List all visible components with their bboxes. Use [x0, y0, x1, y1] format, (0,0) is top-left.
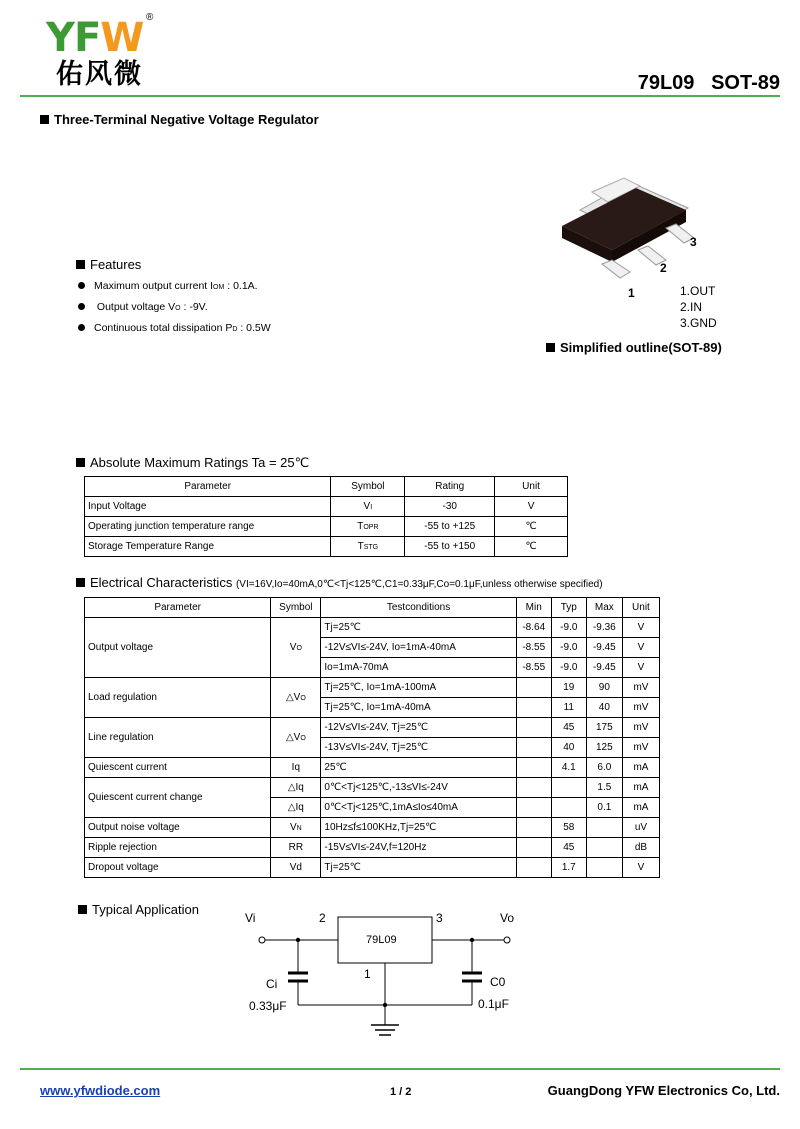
typ-cell: 1.7 [551, 858, 586, 878]
testcondition-cell: 10Hz≤f≤100KHz,Tj=25℃ [321, 818, 516, 838]
max-cell: -9.45 [586, 638, 622, 658]
table-row [85, 497, 568, 517]
column-header: Rating [405, 477, 495, 497]
bullet-square-icon [40, 115, 49, 124]
bullet-square-icon [78, 905, 87, 914]
table-row [85, 618, 660, 638]
symbol-cell: Vd [271, 858, 321, 878]
unit-cell: mA [622, 758, 659, 778]
unit-cell: dB [622, 838, 659, 858]
max-cell [586, 858, 622, 878]
table-row [85, 718, 660, 738]
footer-divider [20, 1068, 780, 1070]
max-cell: 40 [586, 698, 622, 718]
column-header: Min [516, 598, 551, 618]
package-caption: Simplified outline(SOT-89) [546, 340, 722, 355]
symbol-cell: VO [271, 618, 321, 678]
min-cell [516, 718, 551, 738]
symbol-cell: △Iq [271, 798, 321, 818]
typ-cell [551, 798, 586, 818]
min-cell: -8.55 [516, 638, 551, 658]
abs-max-table [84, 476, 568, 557]
table-row [85, 858, 660, 878]
brand-logo [42, 10, 172, 96]
features-heading: Features [76, 257, 141, 272]
min-cell: -8.55 [516, 658, 551, 678]
circuit-pin-label: 3 [436, 911, 443, 925]
unit-cell: mV [622, 718, 659, 738]
circuit-vo-label: Vo [500, 911, 515, 925]
typ-cell: 45 [551, 718, 586, 738]
unit-cell: V [622, 858, 659, 878]
parameter-cell: Ripple rejection [85, 838, 271, 858]
symbol-cell: △Iq [271, 778, 321, 798]
elec-heading: Electrical Characteristics (VI=16V,Io=40mA,0℃<Tj<125℃,C1=0.33μF,Co=0.1μF,unless otherwise specified) [76, 575, 603, 590]
symbol-cell: VI [331, 497, 405, 517]
bullet-dot-icon [78, 282, 85, 289]
max-cell: -9.45 [586, 658, 622, 678]
typ-cell: 11 [551, 698, 586, 718]
unit-cell: mA [622, 778, 659, 798]
testcondition-cell: -12V≤VI≤-24V, Tj=25℃ [321, 718, 516, 738]
typ-cell: 45 [551, 838, 586, 858]
symbol-cell: VN [271, 818, 321, 838]
column-header: Parameter [85, 477, 331, 497]
column-header: Max [586, 598, 622, 618]
pin-number: 2 [660, 261, 667, 275]
testcondition-cell: 25℃ [321, 758, 516, 778]
unit-cell: ℃ [495, 537, 568, 557]
feature-item: Continuous total dissipation PD : 0.5W [78, 322, 271, 334]
column-header: Parameter [85, 598, 271, 618]
table-row [85, 517, 568, 537]
table-row [85, 818, 660, 838]
testcondition-cell: 0℃<Tj<125℃,1mA≤Io≤40mA [321, 798, 516, 818]
unit-cell: mV [622, 678, 659, 698]
testcondition-cell: -13V≤VI≤-24V, Tj=25℃ [321, 738, 516, 758]
circuit-ci-label: Ci [266, 977, 278, 991]
min-cell [516, 778, 551, 798]
bullet-square-icon [76, 578, 85, 587]
circuit-co-label: C0 [490, 975, 506, 989]
logo-letter-y: Y [46, 15, 74, 61]
parameter-cell: Output noise voltage [85, 818, 271, 838]
min-cell [516, 678, 551, 698]
rating-cell: -55 to +150 [405, 537, 495, 557]
elec-table [84, 597, 660, 878]
circuit-ci-value: 0.33μF [249, 999, 287, 1013]
typ-cell: 40 [551, 738, 586, 758]
parameter-cell: Operating junction temperature range [85, 517, 331, 537]
rating-cell: -30 [405, 497, 495, 517]
min-cell [516, 858, 551, 878]
testcondition-cell: Tj=25℃, Io=1mA-100mA [321, 678, 516, 698]
min-cell [516, 698, 551, 718]
typ-cell: 4.1 [551, 758, 586, 778]
application-circuit-diagram [240, 905, 530, 1045]
unit-cell: ℃ [495, 517, 568, 537]
typ-cell: 19 [551, 678, 586, 698]
max-cell [586, 838, 622, 858]
unit-cell: mA [622, 798, 659, 818]
min-cell [516, 838, 551, 858]
min-cell [516, 738, 551, 758]
max-cell: 90 [586, 678, 622, 698]
column-header: Symbol [331, 477, 405, 497]
parameter-cell: Quiescent current [85, 758, 271, 778]
testcondition-cell: Tj=25℃, Io=1mA-40mA [321, 698, 516, 718]
parameter-cell: Line regulation [85, 718, 271, 758]
unit-cell: V [622, 658, 659, 678]
symbol-cell: △VO [271, 718, 321, 758]
bullet-square-icon [76, 458, 85, 467]
min-cell [516, 758, 551, 778]
testcondition-cell: Tj=25℃ [321, 858, 516, 878]
pin-label: 2.IN [680, 300, 703, 314]
unit-cell: V [622, 618, 659, 638]
table-row [85, 537, 568, 557]
logo-chinese: 佑风微 [56, 59, 143, 90]
column-header: Symbol [271, 598, 321, 618]
table-row [85, 778, 660, 798]
device-title: Three-Terminal Negative Voltage Regulator [40, 112, 319, 127]
column-header: Unit [622, 598, 659, 618]
max-cell: 1.5 [586, 778, 622, 798]
table-row [85, 678, 660, 698]
parameter-cell: Quiescent current change [85, 778, 271, 818]
page-title: 79L09 SOT-89 [637, 72, 780, 94]
unit-cell: uV [622, 818, 659, 838]
min-cell: -8.64 [516, 618, 551, 638]
pin-label: 3.GND [680, 316, 717, 330]
symbol-cell: △VO [271, 678, 321, 718]
website-link[interactable]: www.yfwdiode.com [40, 1083, 161, 1098]
min-cell [516, 798, 551, 818]
symbol-cell: TOPR [331, 517, 405, 537]
circuit-chip-label: 79L09 [366, 934, 397, 946]
logo-letter-f: F [73, 15, 101, 61]
max-cell: 125 [586, 738, 622, 758]
column-header: Typ [551, 598, 586, 618]
symbol-cell: Iq [271, 758, 321, 778]
logo-letter-w: W [100, 15, 144, 61]
pin-number: 1 [628, 286, 635, 300]
circuit-pin-label: 2 [319, 911, 326, 925]
testcondition-cell: -15V≤VI≤-24V,f=120Hz [321, 838, 516, 858]
parameter-cell: Load regulation [85, 678, 271, 718]
table-header-row [85, 598, 660, 618]
symbol-cell: RR [271, 838, 321, 858]
max-cell [586, 818, 622, 838]
typ-cell: -9.0 [551, 658, 586, 678]
min-cell [516, 818, 551, 838]
typ-cell: -9.0 [551, 638, 586, 658]
symbol-cell: TSTG [331, 537, 405, 557]
circuit-pin-label: 1 [364, 967, 371, 981]
unit-cell: mV [622, 698, 659, 718]
circuit-vi-label: Vi [245, 911, 256, 925]
max-cell: -9.36 [586, 618, 622, 638]
bullet-square-icon [76, 260, 85, 269]
testcondition-cell: 0℃<Tj<125℃,-13≤VI≤-24V [321, 778, 516, 798]
typ-cell: 58 [551, 818, 586, 838]
abs-max-heading: Absolute Maximum Ratings Ta = 25℃ [76, 455, 309, 471]
parameter-cell: Dropout voltage [85, 858, 271, 878]
max-cell: 6.0 [586, 758, 622, 778]
table-row [85, 838, 660, 858]
typ-cell [551, 778, 586, 798]
circuit-co-value: 0.1μF [478, 997, 509, 1011]
pin-label: 1.OUT [680, 284, 716, 298]
column-header: Testconditions [321, 598, 516, 618]
bullet-square-icon [546, 343, 555, 352]
feature-item: Output voltage VO : -9V. [78, 301, 208, 313]
column-header: Unit [495, 477, 568, 497]
bullet-dot-icon [78, 303, 85, 310]
max-cell: 175 [586, 718, 622, 738]
unit-cell: mV [622, 738, 659, 758]
pin-number: 3 [690, 235, 697, 249]
bullet-dot-icon [78, 324, 85, 331]
parameter-cell: Input Voltage [85, 497, 331, 517]
testcondition-cell: Tj=25℃ [321, 618, 516, 638]
table-row [85, 758, 660, 778]
unit-cell: V [495, 497, 568, 517]
registered-mark: ® [146, 12, 154, 23]
table-header-row [85, 477, 568, 497]
header-divider [20, 95, 780, 97]
unit-cell: V [622, 638, 659, 658]
max-cell: 0.1 [586, 798, 622, 818]
page-number: 1 / 2 [390, 1086, 412, 1098]
elec-conditions: (VI=16V,Io=40mA,0℃<Tj<125℃,C1=0.33μF,Co=0.1μF,unless otherwise specified) [235, 579, 603, 590]
parameter-cell: Storage Temperature Range [85, 537, 331, 557]
company-name: GuangDong YFW Electronics Co, Ltd. [547, 1083, 780, 1098]
parameter-cell: Output voltage [85, 618, 271, 678]
testcondition-cell: -12V≤VI≤-24V, Io=1mA-40mA [321, 638, 516, 658]
rating-cell: -55 to +125 [405, 517, 495, 537]
typ-cell: -9.0 [551, 618, 586, 638]
feature-item: Maximum output current IOM : 0.1A. [78, 280, 258, 292]
testcondition-cell: Io=1mA-70mA [321, 658, 516, 678]
app-heading: Typical Application [78, 902, 199, 917]
